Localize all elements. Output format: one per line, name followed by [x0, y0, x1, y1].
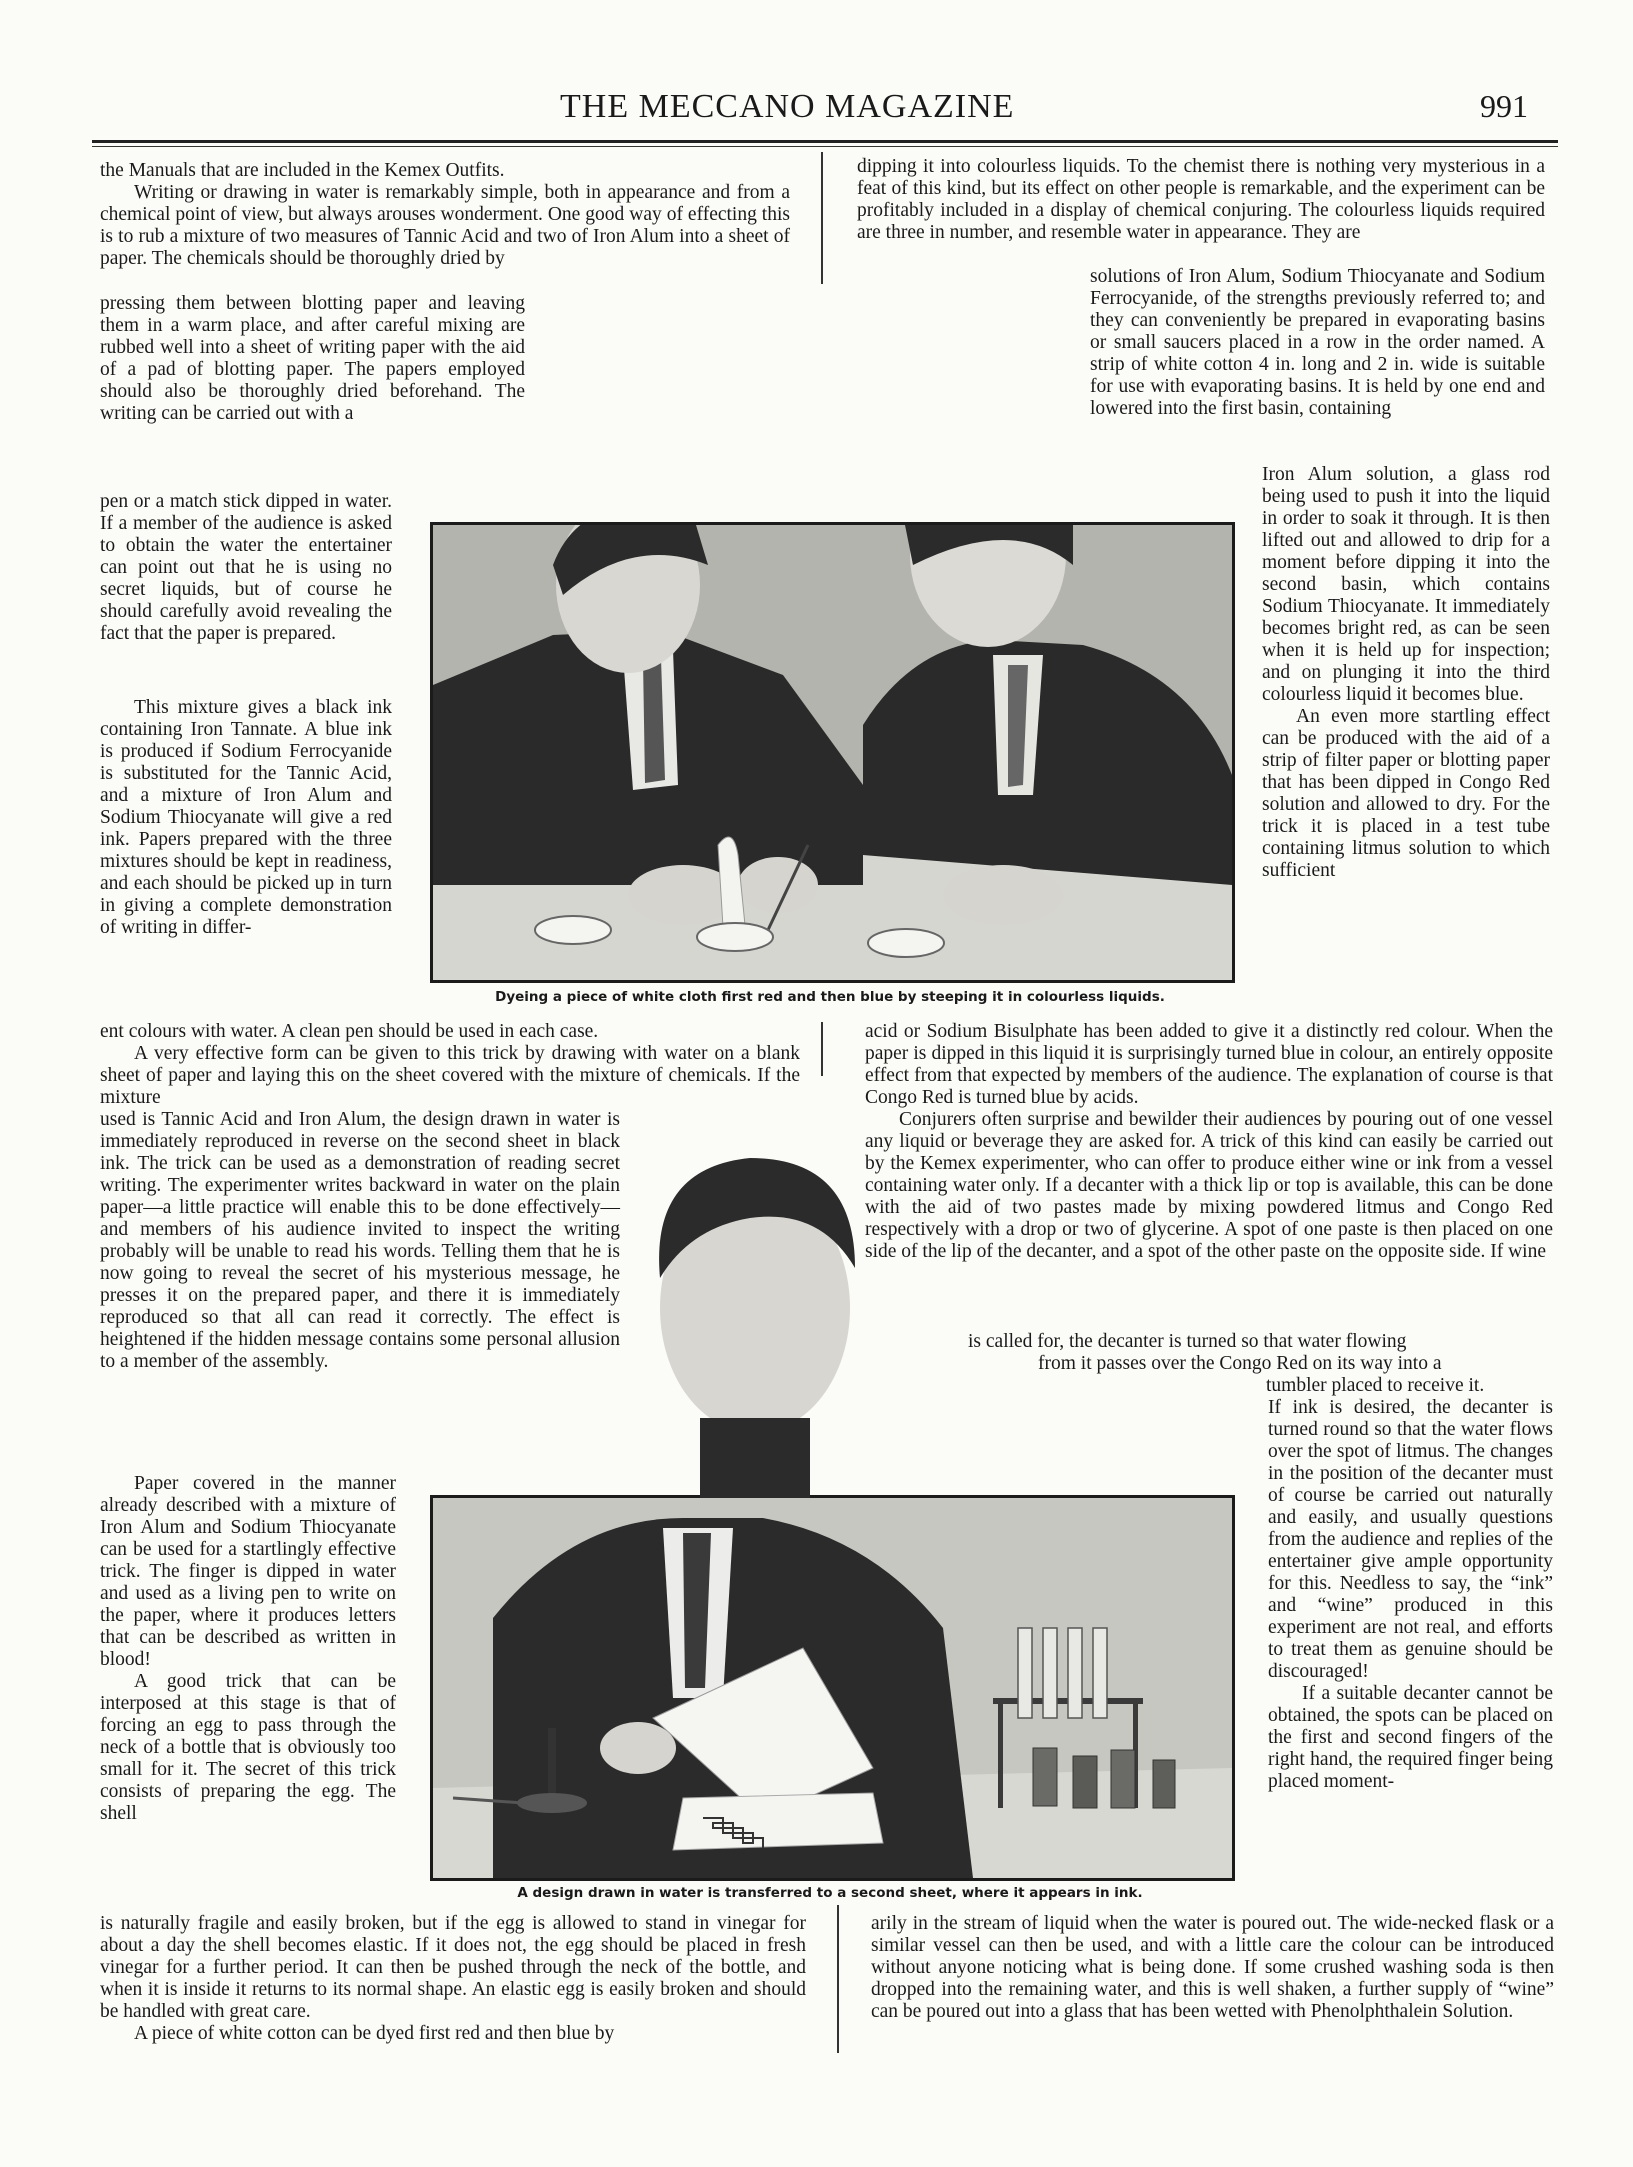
paragraph: pen or a match stick dipped in water. If a member of the audience is asked to obtain the water the entertainer can point out that he is using no secret liquids, but of course he should carefully avoid revealing the fact that the paper is prepared. — [100, 491, 392, 644]
paragraph: pressing them between blotting paper and leaving them in a warm place, and after careful mixing are rubbed well into a sheet of writing paper with the aid of a pad of blotting paper. The papers employed should also be thoroughly dried beforehand. The writing can be carried out with a — [100, 293, 525, 424]
photo-illustration — [433, 525, 1232, 980]
paragraph: If a suitable decanter cannot be obtained, the spots can be placed on the first and second fingers of the right hand, the required finger being placed moment- — [1268, 1683, 1553, 1792]
right-column-wrap-b — [1262, 464, 1550, 882]
paragraph: is called for, the decanter is turned so that water flowing — [968, 1331, 1407, 1352]
right-column-top — [857, 156, 1545, 244]
left-column-wrap-d — [100, 1021, 800, 1109]
paragraph: is naturally fragile and easily broken, but if the egg is allowed to stand in vinegar for about a day the shell becomes elastic. If it does not, the egg should be placed in fresh vinegar for a further period. It can then be pushed through the neck of the bottle, and when it is inside it returns to its normal shape. An elastic egg is easily broken and should be handled with great care. — [100, 1913, 806, 2022]
paragraph: acid or Sodium Bisulphate has been added to give it a distinctly red colour. When the paper is dipped in this liquid it is surprisingly turned blue in colour, an entirely opposite effect from that expected by members of the audience. The explanation of course is that Congo Red is turned blue by acids. — [865, 1021, 1553, 1108]
right-column-wrap-a — [1090, 266, 1545, 420]
left-column-wrap-b — [100, 491, 392, 645]
paragraph: solutions of Iron Alum, Sodium Thiocyanate and Sodium Ferrocyanide, of the strengths previously referred to; and they can conveniently be prepared in evaporating basins or small saucers placed in a row in the order named. A strip of white cotton 4 in. long and 2 in. wide is suitable for use with evaporating basins. It is held by one end and lowered into the first basin, containing — [1090, 266, 1545, 419]
right-column-line-f — [1266, 1375, 1553, 1397]
left-column-bottom — [100, 1913, 806, 2045]
photo-illustration — [433, 1498, 1232, 1878]
right-column-line-e — [1038, 1353, 1553, 1375]
paragraph: ent colours with water. A clean pen should be used in each case. — [100, 1021, 599, 1042]
right-column-bottom — [871, 1913, 1554, 2023]
paragraph: used is Tannic Acid and Iron Alum, the design drawn in water is immediately reproduced in reverse on the second sheet in black ink. The trick can be used as a demonstration of reading secret writing. The experimenter writes backward in water on the plain paper—a little practice will enable this to be done effectively—and members of his audience invited to inspect the writing probably will be unable to read his words. Telling them that he is now going to reveal the secret of his mysterious message, he presses it on the prepared paper, and there it is immediately reproduced so that all can read it correctly. The effect is heightened if the hidden message contains some personal allusion to a member of the assembly. — [100, 1109, 620, 1372]
photo-caption-design-transfer: A design drawn in water is transferred to a second sheet, where it appears in ink. — [517, 1885, 1143, 1901]
left-column-wrap-f — [100, 1473, 396, 1825]
paragraph: tumbler placed to receive it. — [1266, 1375, 1485, 1396]
paragraph: dipping it into colourless liquids. To the chemist there is nothing very mysterious in a feat of this kind, but its effect on other people is remarkable, and the experiment can be profitably included in a display of chemical conjuring. The colourless liquids required are three in number, and resemble water in appearance. They are — [857, 156, 1545, 243]
paragraph: A piece of white cotton can be dyed first red and then blue by — [134, 2023, 615, 2044]
header-rule — [92, 140, 1558, 143]
paragraph: An even more startling effect can be produced with the aid of a strip of filter paper or blotting paper that has been dipped in Congo Red solution and allowed to dry. For the trick it is placed in a test tube containing litmus solution to which sufficient — [1262, 706, 1550, 881]
column-divider-bottom — [837, 1905, 839, 2053]
right-column-wrap-g — [1268, 1397, 1553, 1793]
paragraph: Paper covered in the manner already described with a mixture of Iron Alum and Sodium Thiocyanate can be used for a startlingly effective trick. The finger is dipped in water and used as a living pen to write on the paper, where it produces letters that can be described as written in blood! — [100, 1473, 396, 1670]
paragraph: the Manuals that are included in the Kemex Outfits. — [100, 160, 505, 181]
left-column-top — [100, 160, 790, 270]
photo-man-head-overlap — [640, 1118, 870, 1498]
column-divider-middle — [821, 1022, 823, 1076]
left-column-wrap-c — [100, 697, 392, 939]
photo-man-transferring-design — [430, 1495, 1235, 1881]
paragraph: If ink is desired, the decanter is turned round so that the water flows over the spot of litmus. The changes in the position of the decanter must of course be carried out naturally and easily, and usually questions from the audience and replies of the entertainer give ample opportunity for this. Needless to say, the “ink” and “wine” produced in this experiment are not real, and efforts to treat them as genuine should be discouraged! — [1268, 1397, 1553, 1682]
paragraph: arily in the stream of liquid when the water is poured out. The wide-necked flask or a similar vessel can then be used, and with a little care the colour can be introduced without anyone noticing what is being done. If some crushed washing soda is then dropped into the remaining water, and this is well shaken, a further supply of “wine” can be poured out into a glass that has been wetted with Phenolphthalein Solution. — [871, 1913, 1554, 2022]
right-column-line-d — [968, 1331, 1553, 1353]
left-column-wrap-a — [100, 293, 525, 425]
right-column-wrap-c — [865, 1021, 1553, 1263]
page-number: 991 — [1480, 88, 1528, 124]
column-divider-top — [821, 152, 823, 284]
header-rule-thin — [92, 146, 1558, 147]
photo-caption-dyeing: Dyeing a piece of white cloth first red and then blue by steeping it in colourless liquids. — [495, 989, 1165, 1005]
paragraph: A very effective form can be given to this trick by drawing with water on a blank sheet of paper and laying this on the sheet covered with the mixture of chemicals. If the mixture — [100, 1043, 800, 1108]
paragraph: from it passes over the Congo Red on its way into a — [1038, 1353, 1442, 1374]
paragraph: A good trick that can be interposed at this stage is that of forcing an egg to pass through the neck of a bottle that is obviously too small for it. The secret of this trick consists of preparing the egg. The shell — [100, 1671, 396, 1824]
magazine-title: THE MECCANO MAGAZINE — [560, 88, 1015, 125]
paragraph: Conjurers often surprise and bewilder their audiences by pouring out of one vessel any liquid or beverage they are asked for. A trick of this kind can easily be carried out by the Kemex experimenter, who can offer to produce either wine or ink from a vessel containing water only. If a decanter with a thick lip or top is available, this can be done with the aid of two pastes made by mixing powdered litmus and Congo Red respectively with a drop or two of glycerine. A spot of one paste is then placed on one side of the lip of the decanter, and a spot of the other paste on the opposite side. If wine — [865, 1109, 1553, 1262]
left-column-wrap-e — [100, 1109, 620, 1373]
paragraph: Iron Alum solution, a glass rod being used to push it into the liquid in order to soak it through. It is then lifted out and allowed to drip for a moment before dipping it into the second basin, which contains Sodium Thiocyanate. It immediately becomes bright red, as can be seen when it is held up for inspection; and on plunging it into the third colourless liquid it becomes blue. — [1262, 464, 1550, 705]
photo-two-men-dyeing-cloth — [430, 522, 1235, 983]
paragraph: Writing or drawing in water is remarkably simple, both in appearance and from a chemical point of view, but always arouses wonderment. One good way of effecting this is to rub a mixture of two measures of Tannic Acid and two of Iron Alum into a sheet of paper. The chemicals should be thoroughly dried by — [100, 182, 790, 269]
paragraph: This mixture gives a black ink containing Iron Tannate. A blue ink is produced if Sodium Ferrocyanide is substituted for the Tannic Acid, and a mixture of Iron Alum and Sodium Thiocyanate will give a red ink. Papers prepared with the three mixtures should be kept in readiness, and each should be picked up in turn in giving a complete demonstration of writing in differ- — [100, 697, 392, 938]
